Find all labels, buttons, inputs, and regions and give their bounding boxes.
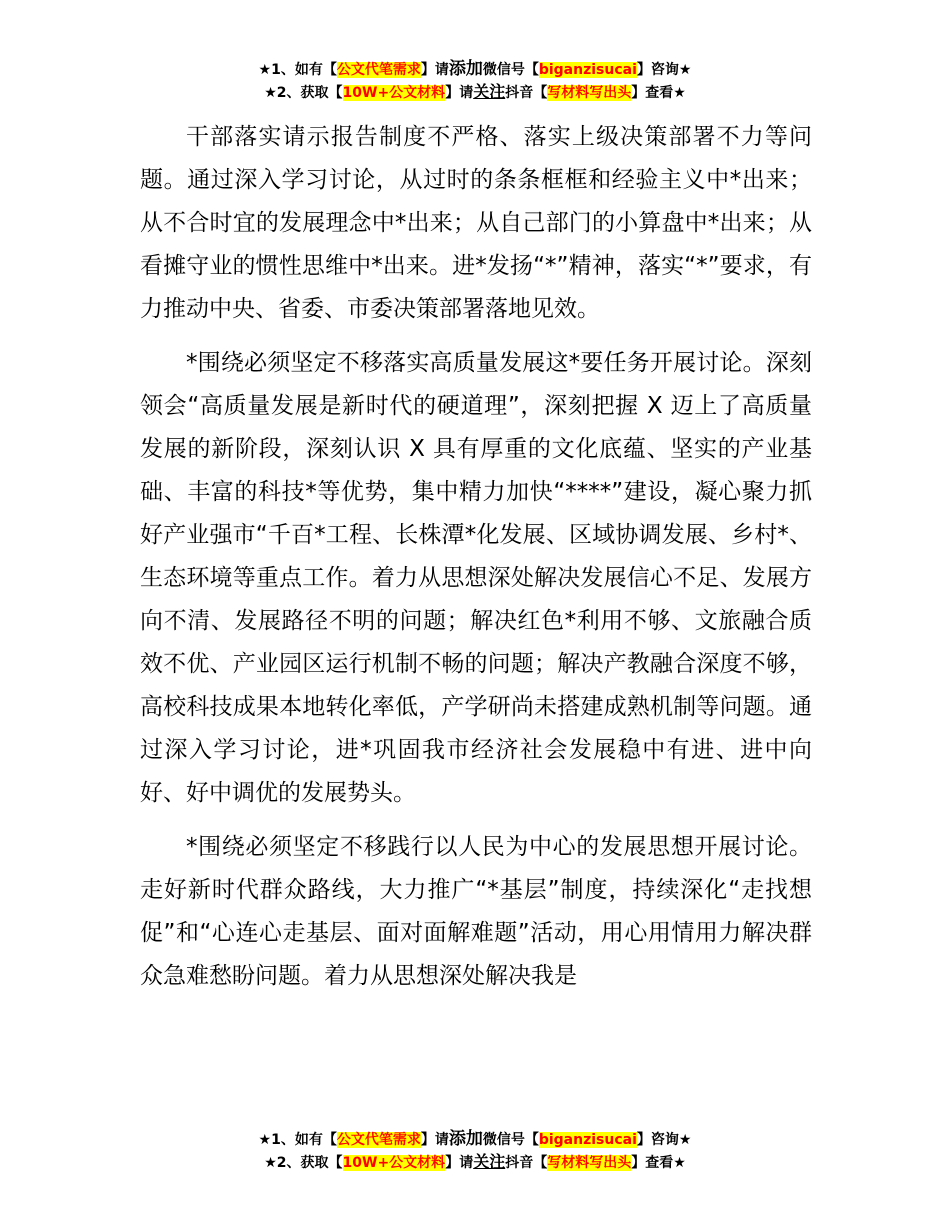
bracket: 【 (322, 62, 337, 78)
highlight-materials: 10W+公文材料 (342, 1155, 446, 1171)
star-icon: ★ (673, 1155, 686, 1171)
bracket: 】 (420, 62, 435, 78)
bracket: 【 (328, 85, 343, 101)
banner-text: 微信号 (482, 1132, 525, 1148)
banner-text: 微信号 (482, 62, 525, 78)
bracket: 【 (533, 1155, 548, 1171)
highlight-service: 公文代笔需求 (336, 62, 421, 78)
banner-text: 抖音 (505, 1155, 534, 1171)
banner-text: 1、如有 (271, 62, 323, 78)
header-banner (0, 58, 950, 104)
highlight-wechat-id: biganzisucai (538, 1132, 637, 1148)
bracket: 】 (636, 1132, 651, 1148)
bracket: 【 (524, 1132, 539, 1148)
banner-text: 请 (434, 62, 449, 78)
paragraph-2: *围绕必须坚定不移落实高质量发展这*要任务开展讨论。深刻领会“高质量发展是新时代的硬道理”，深刻把握 X 迈上了高质量发展的新阶段，深刻认识 X 具有厚重的文化底蕴、坚实的产业基础、丰富的科技*等优势，集中精力加快“****”建设，凝心聚力抓好产业强市“千百*工程、长株潭*化发展、区域协调发展、乡村*、生态环境等重点工作。着力从思想深处解决发展信心不足、发展方向不清、发展路径不明的问题；解决红色*利用不够、文旅融合质效不优、产业园区运行机制不畅的问题；解决产教融合深度不够，高校科技成果本地转化率低，产学研尚未搭建成熟机制等问题。通过深入学习讨论，进*巩固我市经济社会发展稳中有进、进中向好、好中调优的发展势头。 (140, 350, 812, 806)
highlight-materials: 10W+公文材料 (342, 85, 446, 101)
bracket: 【 (322, 1132, 337, 1148)
bracket: 【 (533, 85, 548, 101)
banner-text: 抖音 (505, 85, 534, 101)
banner-line-1 (0, 58, 950, 81)
banner-text: 2、获取 (276, 1155, 329, 1171)
banner-text: 咨询 (650, 62, 679, 78)
highlight-douyin: 写材料写出头 (547, 1155, 632, 1171)
paragraph-3: *围绕必须坚定不移践行以人民为中心的发展思想开展讨论。走好新时代群众路线，大力推广“*基层”制度，持续深化“走找想促”和“心连心走基层、面对面解难题”活动，用心用情用力解决群众急难愁盼问题。着力从思想深处解决我是 (140, 834, 812, 989)
banner-text: 请 (434, 1132, 449, 1148)
paragraph-1: 干部落实请示报告制度不严格、落实上级决策部署不力等问题。通过深入学习讨论，从过时的条条框框和经验主义中*出来；从不合时宜的发展理念中*出来；从自己部门的小算盘中*出来；从看摊守业的惯性思维中*出来。进*发扬“*”精神，落实“*”要求，有力推动中央、省委、市委决策部署落地见效。 (140, 124, 812, 322)
banner-text: 请 (459, 1155, 474, 1171)
highlight-wechat-id: biganzisucai (538, 62, 637, 78)
star-icon: ★ (673, 85, 686, 101)
banner-line-2 (0, 1151, 950, 1174)
bracket: 】 (636, 62, 651, 78)
banner-text: 咨询 (650, 1132, 679, 1148)
banner-emphasis: 添加 (448, 1129, 483, 1149)
star-icon: ★ (258, 62, 272, 78)
star-icon: ★ (678, 1132, 692, 1148)
star-icon: ★ (264, 85, 277, 101)
highlight-douyin: 写材料写出头 (547, 85, 632, 101)
banner-text: 查看 (645, 85, 674, 101)
banner-line-2 (0, 81, 950, 104)
bracket: 】 (631, 85, 646, 101)
banner-emphasis: 关注 (473, 1152, 506, 1171)
bracket: 】 (445, 85, 460, 101)
highlight-service: 公文代笔需求 (336, 1132, 421, 1148)
banner-text: 查看 (645, 1155, 674, 1171)
star-icon: ★ (264, 1155, 277, 1171)
banner-emphasis: 添加 (448, 59, 483, 79)
banner-emphasis: 关注 (473, 82, 506, 101)
bracket: 】 (420, 1132, 435, 1148)
banner-text: 1、如有 (271, 1132, 323, 1148)
bracket: 】 (445, 1155, 460, 1171)
bracket: 【 (328, 1155, 343, 1171)
bracket: 】 (631, 1155, 646, 1171)
document-body (140, 116, 812, 1009)
star-icon: ★ (678, 62, 692, 78)
footer-banner (0, 1128, 950, 1174)
bracket: 【 (524, 62, 539, 78)
banner-text: 2、获取 (276, 85, 329, 101)
banner-line-1 (0, 1128, 950, 1151)
banner-text: 请 (459, 85, 474, 101)
star-icon: ★ (258, 1132, 272, 1148)
